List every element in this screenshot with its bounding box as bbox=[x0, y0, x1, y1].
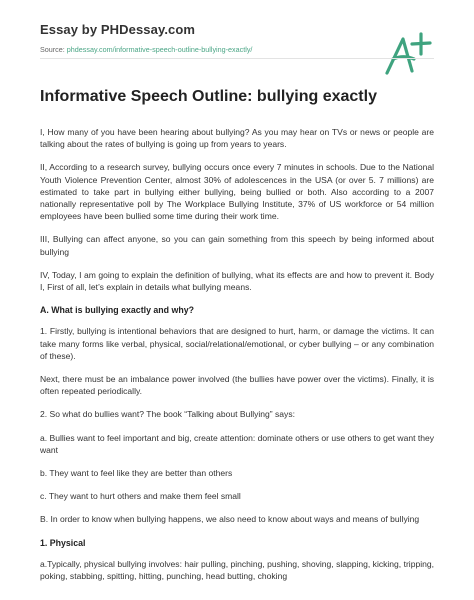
paragraph: 1. Firstly, bullying is intentional behaviors that are designed to hurt, harm, or damage the victims. It can take many forms like verbal, physical, social/relational/emotional, or cyber bullying – or any combination of these). bbox=[40, 326, 434, 361]
site-brand: Essay by PHDessay.com bbox=[40, 22, 196, 37]
paragraph: 2. So what do bullies want? The book “Talking about Bullying” says: bbox=[40, 409, 295, 420]
paragraph: c. They want to hurt others and make them feel small bbox=[40, 491, 241, 502]
paragraph: IV, Today, I am going to explain the definition of bullying, what its effects are and how to prevent it. Body I, First of all, let’s explain in details what bullying means. bbox=[40, 269, 434, 293]
paragraph: II, According to a research survey, bullying occurs once every 7 minutes in schools. Due to the National Youth Violence Prevention Center, almost 30% of adolescences in the USA (or over 5. 7 millions) are estimated to take part in bullying either bullying, being bullied or both. Also according to a 2007 nationally representative poll by The Workplace Bullying Institute, 37% of US workforce or 54 million employees have been bullied some time during their work time. bbox=[40, 162, 434, 222]
paragraph: Next, there must be an imbalance power involved (the bullies have power over the victims). Finally, it is often repeated periodically. bbox=[40, 374, 434, 397]
source-label: Source: bbox=[40, 45, 67, 54]
paragraph: a. Bullies want to feel important and big, create attention: dominate others or use others to get want they want bbox=[40, 432, 434, 455]
paragraph: III, Bullying can affect anyone, so you can gain something from this speech by being informed about bullying bbox=[40, 234, 434, 257]
document-title: Informative Speech Outline: bullying exactly bbox=[40, 88, 377, 105]
paragraph: b. They want to feel like they are better than others bbox=[40, 468, 233, 479]
paragraph: B. In order to know when bullying happens, we also need to know about ways and means of bullying bbox=[40, 514, 420, 525]
paragraph: a.Typically, physical bullying involves: hair pulling, pinching, pushing, shoving, slapping, kicking, tripping, poking, stabbing, spitting, hitting, punching, head butting, choking bbox=[40, 558, 434, 582]
a-plus-logo-icon bbox=[383, 30, 433, 76]
source-link[interactable]: phdessay.com/informative-speech-outline-bullying-exactly/ bbox=[66, 45, 253, 54]
section-heading: 1. Physical bbox=[40, 537, 86, 548]
document-body bbox=[40, 126, 434, 593]
source-line bbox=[40, 45, 252, 54]
paragraph: I, How many of you have been hearing about bullying? As you may hear on TVs or news or people are talking about the rates of bullying is going up from years to years. bbox=[40, 127, 434, 150]
section-heading: A. What is bullying exactly and why? bbox=[40, 305, 194, 316]
header-divider bbox=[40, 58, 434, 59]
